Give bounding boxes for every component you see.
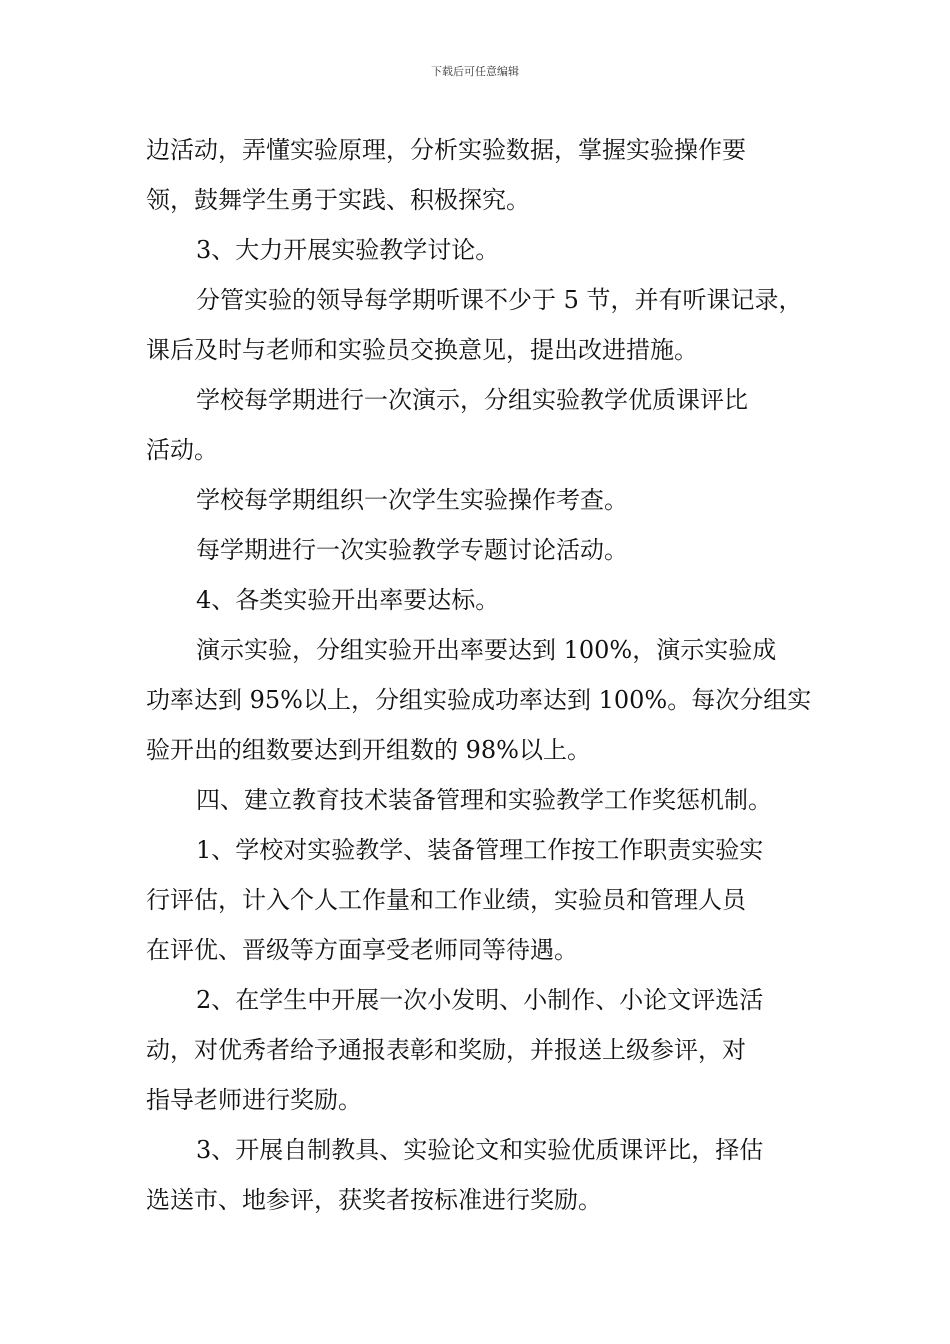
body-line: 演示实验，分组实验开出率要达到 100%，演示实验成 (196, 636, 777, 664)
body-line: 学校每学期组织一次学生实验操作考查。 (196, 486, 628, 514)
section-heading: 四、建立教育技术装备管理和实验教学工作奖惩机制。 (196, 786, 772, 814)
body-line: 领，鼓舞学生勇于实践、积极探究。 (146, 186, 530, 214)
body-line: 在评优、晋级等方面享受老师同等待遇。 (146, 936, 578, 964)
body-line: 分管实验的领导每学期听课不少于 5 节，并有听课记录， (196, 286, 803, 314)
body-line: 课后及时与老师和实验员交换意见，提出改进措施。 (146, 336, 698, 364)
body-line: 边活动，弄懂实验原理，分析实验数据，掌握实验操作要 (146, 136, 746, 164)
body-line: 每学期进行一次实验教学专题讨论活动。 (196, 536, 628, 564)
body-line: 验开出的组数要达到开组数的 98%以上。 (146, 736, 591, 764)
body-line: 1、学校对实验教学、装备管理工作按工作职责实验实 (196, 836, 764, 864)
body-line: 行评估，计入个人工作量和工作业绩，实验员和管理人员 (146, 886, 746, 914)
section-heading: 4、各类实验开出率要达标。 (196, 586, 500, 614)
body-line: 选送市、地参评，获奖者按标准进行奖励。 (146, 1186, 602, 1214)
page-header: 下载后可任意编辑 (431, 65, 519, 78)
body-line: 动，对优秀者给予通报表彰和奖励，并报送上级参评，对 (146, 1036, 746, 1064)
body-line: 活动。 (146, 436, 218, 464)
body-line: 2、在学生中开展一次小发明、小制作、小论文评选活 (196, 986, 764, 1014)
body-line: 3、开展自制教具、实验论文和实验优质课评比，择估 (196, 1136, 764, 1164)
body-line: 学校每学期进行一次演示，分组实验教学优质课评比 (196, 386, 748, 414)
body-line: 指导老师进行奖励。 (146, 1086, 362, 1114)
body-line: 功率达到 95%以上，分组实验成功率达到 100%。每次分组实 (146, 686, 812, 714)
section-heading: 3、大力开展实验教学讨论。 (196, 236, 500, 264)
